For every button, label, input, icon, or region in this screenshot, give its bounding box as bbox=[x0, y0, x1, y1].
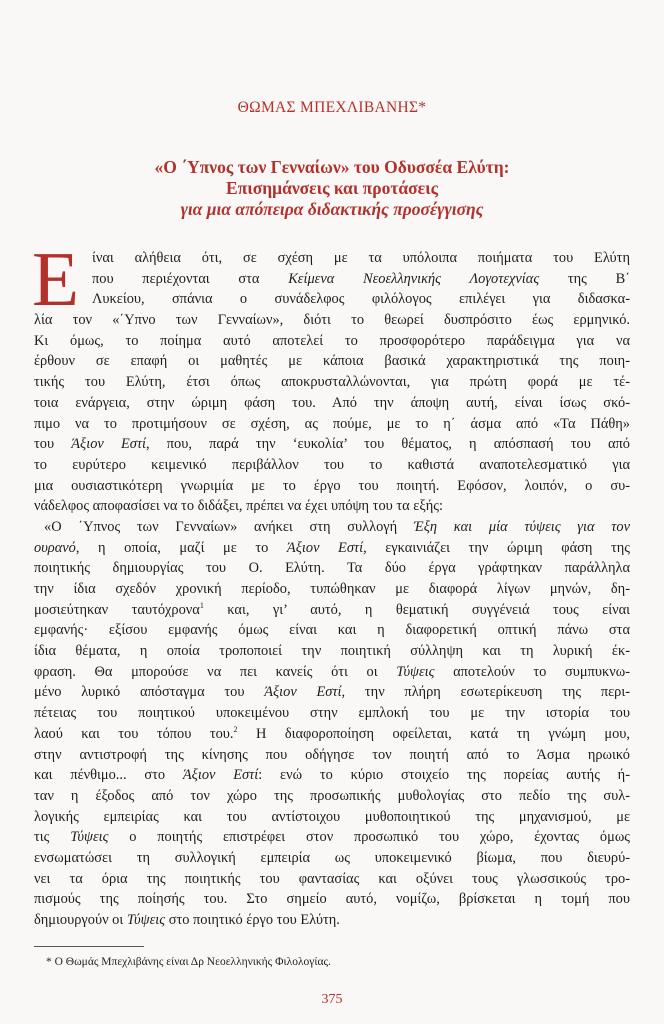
title-line-2: Επισημάνσεις και προτάσεις bbox=[226, 178, 438, 198]
text-line: του Άξιον Εστί, που, παρά την ‘ευκολία’ του θέματος, η απόσπασή του από bbox=[34, 436, 630, 453]
text-line: το ευρύτερο κειμενικό περιβάλλον του το καθιστά αναποτελεσματικό για bbox=[34, 456, 630, 473]
footnote-divider bbox=[34, 946, 144, 947]
text-line: λία τον «΄Υπνο των Γενναίων», διότι το θεωρεί δυσπρόσιτο έως ερμηνικό. bbox=[34, 312, 630, 329]
title-line-3: για μια απόπειρα διδακτικής προσέγγισης bbox=[180, 199, 484, 219]
text-line: ουρανό, η οποία, μαζί με το Άξιον Εστί, εγκαινιάζει την ώριμη φάση της bbox=[34, 539, 630, 556]
text-line: μια ουσιαστικότερη γνωριμία με το έργο του ποιητή. Εφόσον, λοιπόν, ο συ- bbox=[34, 477, 630, 494]
text-line: φραση. Θα μπορούσε να πει κανείς ότι οι Τύψεις αποτελούν το συμπυκνω- bbox=[34, 663, 630, 680]
footnote: * Ο Θωμάς Μπεχλιβάνης είναι Δρ Νεοελληνικής Φιλολογίας. bbox=[46, 956, 331, 968]
text-line: πέτειας του ποιητικού υποκειμένου στην εμπλοκή του με την ιστορία του bbox=[34, 705, 630, 722]
footnote-ref: 1 bbox=[199, 600, 204, 610]
title-line-1: «Ο ΄Υπνος των Γενναίων» του Οδυσσέα Ελύτη: bbox=[154, 157, 510, 177]
text-line: ταν η έξοδος από τον χώρο της προσωπικής μυθολογίας στο πεδίο της συλ- bbox=[34, 787, 630, 804]
text-line: έρθουν σε επαφή οι μαθητές με κάποια βασικά χαρακτηριστικά της ποιη- bbox=[34, 353, 630, 370]
text-line: μένο λυρικό απόσταγμα του Άξιον Εστί, την πλήρη εσωτερίκευση της περι- bbox=[34, 684, 630, 701]
text-line: ίδια θέματα, η οποία τροποποιεί την ποιητική σύλληψη και τη λυρική έκ- bbox=[34, 643, 630, 660]
article-body bbox=[32, 236, 630, 931]
text-line: ίναι αλήθεια ότι, σε σχέση με τα υπόλοιπα ποιήματα του Ελύτη bbox=[92, 250, 630, 266]
text-line: «Ο ΄Υπνος των Γενναίων» ανήκει στη συλλογή Έξη και μία τύψεις για τον bbox=[44, 518, 630, 535]
text-line: πιμο να το προτιμήσουν σε σχέση, ας πούμε, με το η΄ άσμα από «Τα Πάθη» bbox=[34, 415, 630, 432]
text-line: ενσωματώσει τη συλλογική εμπειρία ως υποκειμενικό βίωμα, που διευρύ- bbox=[34, 849, 630, 866]
text-line: λαού και του τόπου του.$^2$ Η διαφοροποίηση οφείλεται, κατά τη γνώμη μου, bbox=[34, 725, 630, 742]
article-title bbox=[40, 157, 624, 220]
text-line: τικής του Ελύτη, έτσι όπως αποκρυσταλλώνονται, για πρώτη φορά με τέ- bbox=[34, 374, 630, 391]
text-line: την ίδια σχεδόν χρονική περίοδο, τυπώθηκαν με διαφορά λίγων μηνών, δη- bbox=[34, 581, 630, 597]
text-line: μοσιεύτηκαν ταυτόχρονα$^1$ και, γι’ αυτό, η θεματική συγγένειά τους είναι bbox=[34, 600, 630, 618]
text-line: τις Τύψεις ο ποιητής επιστρέφει στον προσωπικό του χώρο, έχοντας όμως bbox=[34, 829, 630, 846]
text-line: νει τα όρια της ποιητικής του φαντασίας και οξύνει τους γλωσσικούς τρο- bbox=[34, 870, 630, 887]
page-number: 375 bbox=[321, 992, 343, 1007]
text-line: τοια ενάργεια, στην ώριμη φάση του. Από την άποψη αυτή, είναι ίσως σκό- bbox=[34, 394, 630, 411]
text-line: ποιητικής δημιουργίας του Ο. Ελύτη. Τα δύο έργα γράφτηκαν παράλληλα bbox=[34, 560, 630, 577]
text-line: και πένθιμο... στο Άξιον Εστί: ενώ το κύριο στοιχείο της πορείας αυτής ή- bbox=[34, 767, 630, 784]
footnote-ref: 2 bbox=[233, 725, 238, 735]
text-line: εμφανής· εξίσου εμφανής όμως είναι και η διαφορετική οπτική πάνω στα bbox=[34, 622, 630, 639]
text-line: δημιουργούν οι Τύψεις στο ποιητικό έργο του Ελύτη. bbox=[34, 912, 340, 928]
text-line: νάδελφος αποφασίσει να το διδάξει, πρέπει να έχει υπόψη του τα εξής: bbox=[34, 498, 443, 515]
author-name: ΘΩΜΑΣ ΜΠΕΧΛΙΒΑΝΗΣ* bbox=[237, 99, 427, 116]
drop-cap: Ε bbox=[32, 236, 80, 322]
text-line: Λυκείου, σπάνια ο συνάδελφος φιλόλογος επιλέγει για διδασκα- bbox=[92, 291, 630, 308]
text-line: Κι όμως, το ποίημα αυτό αποτελεί το προσφορότερο παράδειγμα για να bbox=[34, 332, 630, 349]
text-line: πισμούς της ποίησής του. Στο σημείο αυτό, νομίζω, βρίσκεται η τομή που bbox=[34, 891, 630, 908]
text-line: που περιέχονται στα Κείμενα Νεοελληνικής Λογοτεχνίας της Β΄ bbox=[92, 270, 630, 287]
text-line: λογικής εμπειρίας και του αντίστοιχου μυθοποιητικού της μηχανισμού, με bbox=[34, 808, 630, 825]
text-line: στην αντιστροφή της κίνησης που οδήγησε τον ποιητή από το Άσμα ηρωικό bbox=[34, 746, 630, 763]
